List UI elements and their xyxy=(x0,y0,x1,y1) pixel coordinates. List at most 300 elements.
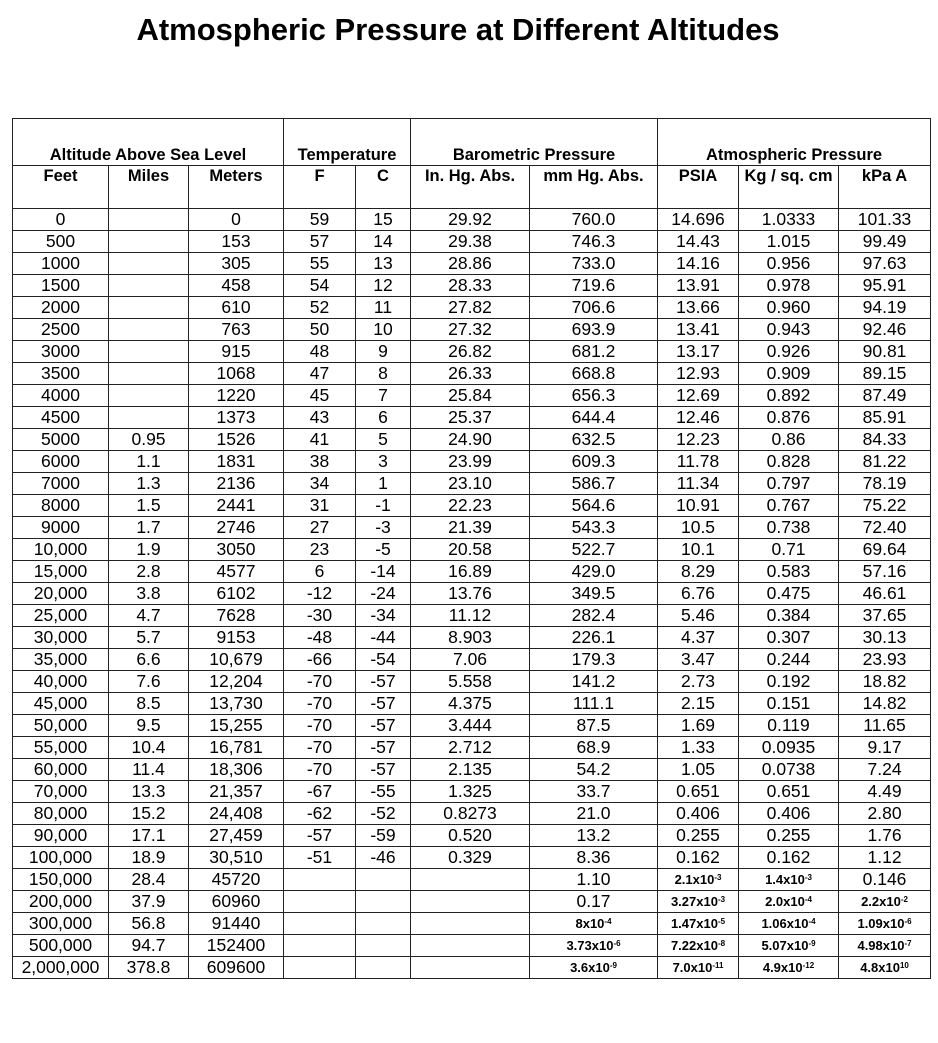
cell-celsius: 14 xyxy=(356,231,411,253)
cell-fahrenheit: 57 xyxy=(284,231,356,253)
cell-mm-hg: 668.8 xyxy=(530,363,658,385)
cell-psia xyxy=(658,957,739,979)
cell-in-hg: 25.37 xyxy=(411,407,530,429)
table-body xyxy=(13,209,931,979)
cell-mm-hg: 8.36 xyxy=(530,847,658,869)
table-row xyxy=(13,957,931,979)
cell-feet: 4000 xyxy=(13,385,109,407)
cell-meters: 45720 xyxy=(189,869,284,891)
cell-celsius: -59 xyxy=(356,825,411,847)
cell-mm-hg: 13.2 xyxy=(530,825,658,847)
cell-celsius: 9 xyxy=(356,341,411,363)
cell-psia: 3.47 xyxy=(658,649,739,671)
cell-mm-hg: 87.5 xyxy=(530,715,658,737)
cell-kpa: 84.33 xyxy=(839,429,931,451)
cell-mm-hg: 706.6 xyxy=(530,297,658,319)
cell-celsius: -57 xyxy=(356,737,411,759)
cell-meters: 13,730 xyxy=(189,693,284,715)
cell-fahrenheit: 55 xyxy=(284,253,356,275)
cell-mm-hg: 282.4 xyxy=(530,605,658,627)
cell-celsius: -24 xyxy=(356,583,411,605)
cell-meters: 152400 xyxy=(189,935,284,957)
group-barometric: Barometric Pressure xyxy=(411,119,658,166)
cell-psia: 8.29 xyxy=(658,561,739,583)
cell-in-hg: 24.90 xyxy=(411,429,530,451)
cell-kpa xyxy=(839,891,931,913)
cell-feet: 80,000 xyxy=(13,803,109,825)
cell-mm-hg: 1.10 xyxy=(530,869,658,891)
cell-fahrenheit: -57 xyxy=(284,825,356,847)
cell-feet: 35,000 xyxy=(13,649,109,671)
cell-in-hg: 29.92 xyxy=(411,209,530,231)
cell-miles: 37.9 xyxy=(109,891,189,913)
cell-base: 3.27x10 xyxy=(670,894,718,909)
cell-psia: 12.46 xyxy=(658,407,739,429)
cell-kpa: 11.65 xyxy=(839,715,931,737)
cell-in-hg: 26.33 xyxy=(411,363,530,385)
col-kpa: kPa A xyxy=(839,166,931,209)
cell-in-hg: 23.99 xyxy=(411,451,530,473)
cell-feet: 45,000 xyxy=(13,693,109,715)
cell-kpa: 90.81 xyxy=(839,341,931,363)
cell-psia: 14.696 xyxy=(658,209,739,231)
cell-kg-sq-cm: 0.583 xyxy=(739,561,839,583)
cell-exponent: -3 xyxy=(714,873,722,882)
cell-feet: 500 xyxy=(13,231,109,253)
cell-miles: 1.5 xyxy=(109,495,189,517)
cell-psia: 0.651 xyxy=(658,781,739,803)
cell-mm-hg: 656.3 xyxy=(530,385,658,407)
cell-kpa: 87.49 xyxy=(839,385,931,407)
cell-miles: 7.6 xyxy=(109,671,189,693)
cell-celsius: -54 xyxy=(356,649,411,671)
cell-mm-hg: 746.3 xyxy=(530,231,658,253)
table-row xyxy=(13,583,931,605)
cell-meters: 1373 xyxy=(189,407,284,429)
cell-psia: 0.255 xyxy=(658,825,739,847)
cell-psia: 14.43 xyxy=(658,231,739,253)
cell-miles xyxy=(109,341,189,363)
cell-feet: 55,000 xyxy=(13,737,109,759)
cell-kpa: 72.40 xyxy=(839,517,931,539)
cell-fahrenheit: -66 xyxy=(284,649,356,671)
cell-kg-sq-cm: 0.162 xyxy=(739,847,839,869)
cell-in-hg: 22.23 xyxy=(411,495,530,517)
table-row xyxy=(13,231,931,253)
cell-exponent: -12 xyxy=(802,961,815,970)
cell-mm-hg: 429.0 xyxy=(530,561,658,583)
cell-kpa: 69.64 xyxy=(839,539,931,561)
cell-feet: 15,000 xyxy=(13,561,109,583)
table-row xyxy=(13,869,931,891)
cell-fahrenheit: 50 xyxy=(284,319,356,341)
cell-kpa: 14.82 xyxy=(839,693,931,715)
cell-celsius: 15 xyxy=(356,209,411,231)
table-row xyxy=(13,561,931,583)
col-meters: Meters xyxy=(189,166,284,209)
cell-meters: 21,357 xyxy=(189,781,284,803)
cell-base: 4.9x10 xyxy=(762,960,803,975)
cell-miles: 13.3 xyxy=(109,781,189,803)
cell-kg-sq-cm: 0.475 xyxy=(739,583,839,605)
cell-mm-hg: 586.7 xyxy=(530,473,658,495)
pressure-table xyxy=(12,118,931,979)
cell-psia: 11.78 xyxy=(658,451,739,473)
cell-fahrenheit: -70 xyxy=(284,693,356,715)
cell-miles xyxy=(109,209,189,231)
cell-fahrenheit: -30 xyxy=(284,605,356,627)
cell-kpa: 1.12 xyxy=(839,847,931,869)
cell-in-hg: 28.33 xyxy=(411,275,530,297)
cell-fahrenheit: -70 xyxy=(284,671,356,693)
cell-mm-hg: 543.3 xyxy=(530,517,658,539)
cell-fahrenheit: 52 xyxy=(284,297,356,319)
col-mm-hg: mm Hg. Abs. xyxy=(530,166,658,209)
cell-mm-hg: 609.3 xyxy=(530,451,658,473)
cell-miles: 0.95 xyxy=(109,429,189,451)
cell-in-hg: 13.76 xyxy=(411,583,530,605)
cell-feet: 4500 xyxy=(13,407,109,429)
cell-kpa: 37.65 xyxy=(839,605,931,627)
cell-celsius: -55 xyxy=(356,781,411,803)
cell-exponent: -8 xyxy=(717,939,726,948)
table-row xyxy=(13,407,931,429)
cell-in-hg xyxy=(411,957,530,979)
cell-in-hg: 2.712 xyxy=(411,737,530,759)
cell-psia: 13.66 xyxy=(658,297,739,319)
cell-psia: 14.16 xyxy=(658,253,739,275)
cell-psia: 1.05 xyxy=(658,759,739,781)
table-row xyxy=(13,605,931,627)
cell-miles: 9.5 xyxy=(109,715,189,737)
table-row xyxy=(13,825,931,847)
cell-mm-hg: 644.4 xyxy=(530,407,658,429)
cell-kg-sq-cm: 0.255 xyxy=(739,825,839,847)
cell-base: 7.22x10 xyxy=(670,938,718,953)
table-row xyxy=(13,781,931,803)
cell-in-hg: 29.38 xyxy=(411,231,530,253)
cell-kg-sq-cm xyxy=(739,935,839,957)
cell-miles: 3.8 xyxy=(109,583,189,605)
col-feet: Feet xyxy=(13,166,109,209)
cell-feet: 30,000 xyxy=(13,627,109,649)
cell-kpa: 97.63 xyxy=(839,253,931,275)
cell-mm-hg xyxy=(530,913,658,935)
cell-meters: 458 xyxy=(189,275,284,297)
cell-kpa: 0.146 xyxy=(839,869,931,891)
cell-base: 2.0x10 xyxy=(765,894,805,909)
cell-feet: 300,000 xyxy=(13,913,109,935)
cell-meters: 15,255 xyxy=(189,715,284,737)
cell-mm-hg: 719.6 xyxy=(530,275,658,297)
cell-psia xyxy=(658,913,739,935)
table-row xyxy=(13,517,931,539)
cell-feet: 90,000 xyxy=(13,825,109,847)
table-row xyxy=(13,913,931,935)
cell-mm-hg: 564.6 xyxy=(530,495,658,517)
cell-feet: 70,000 xyxy=(13,781,109,803)
cell-psia: 4.37 xyxy=(658,627,739,649)
cell-exponent: -7 xyxy=(904,939,912,948)
cell-psia: 2.73 xyxy=(658,671,739,693)
table-row xyxy=(13,209,931,231)
cell-kpa xyxy=(839,935,931,957)
cell-fahrenheit: -70 xyxy=(284,715,356,737)
cell-in-hg xyxy=(411,891,530,913)
cell-fahrenheit xyxy=(284,891,356,913)
cell-base: 4.98x10 xyxy=(857,938,905,953)
cell-exponent: -3 xyxy=(717,895,726,904)
cell-mm-hg: 21.0 xyxy=(530,803,658,825)
cell-kg-sq-cm: 0.151 xyxy=(739,693,839,715)
cell-mm-hg: 141.2 xyxy=(530,671,658,693)
cell-feet: 7000 xyxy=(13,473,109,495)
cell-mm-hg: 522.7 xyxy=(530,539,658,561)
table-row xyxy=(13,803,931,825)
cell-fahrenheit: -70 xyxy=(284,759,356,781)
cell-miles: 4.7 xyxy=(109,605,189,627)
table-row xyxy=(13,891,931,913)
cell-psia: 2.15 xyxy=(658,693,739,715)
cell-kg-sq-cm: 0.797 xyxy=(739,473,839,495)
cell-celsius xyxy=(356,869,411,891)
table-row xyxy=(13,451,931,473)
cell-celsius: -57 xyxy=(356,715,411,737)
cell-fahrenheit: 27 xyxy=(284,517,356,539)
cell-kg-sq-cm xyxy=(739,869,839,891)
cell-in-hg: 3.444 xyxy=(411,715,530,737)
table-row xyxy=(13,319,931,341)
cell-miles: 1.7 xyxy=(109,517,189,539)
cell-fahrenheit: -67 xyxy=(284,781,356,803)
cell-kg-sq-cm: 0.0935 xyxy=(739,737,839,759)
table-row xyxy=(13,759,931,781)
cell-kg-sq-cm: 0.406 xyxy=(739,803,839,825)
cell-psia xyxy=(658,935,739,957)
cell-in-hg: 16.89 xyxy=(411,561,530,583)
cell-base: 7.0x10 xyxy=(672,960,713,975)
cell-feet: 1500 xyxy=(13,275,109,297)
table-row xyxy=(13,363,931,385)
cell-in-hg: 7.06 xyxy=(411,649,530,671)
cell-kg-sq-cm: 0.926 xyxy=(739,341,839,363)
cell-exponent: -2 xyxy=(900,895,908,904)
col-in-hg: In. Hg. Abs. xyxy=(411,166,530,209)
cell-miles xyxy=(109,385,189,407)
cell-kg-sq-cm: 0.244 xyxy=(739,649,839,671)
table-row xyxy=(13,385,931,407)
cell-kg-sq-cm: 0.909 xyxy=(739,363,839,385)
cell-kg-sq-cm: 0.119 xyxy=(739,715,839,737)
cell-kpa: 2.80 xyxy=(839,803,931,825)
cell-meters: 3050 xyxy=(189,539,284,561)
cell-miles: 17.1 xyxy=(109,825,189,847)
table-row xyxy=(13,341,931,363)
cell-kg-sq-cm: 0.192 xyxy=(739,671,839,693)
cell-mm-hg: 54.2 xyxy=(530,759,658,781)
cell-miles: 18.9 xyxy=(109,847,189,869)
cell-kpa: 85.91 xyxy=(839,407,931,429)
cell-mm-hg xyxy=(530,935,658,957)
cell-kg-sq-cm xyxy=(739,891,839,913)
cell-celsius: 6 xyxy=(356,407,411,429)
cell-celsius: -46 xyxy=(356,847,411,869)
cell-kg-sq-cm xyxy=(739,913,839,935)
cell-fahrenheit: 48 xyxy=(284,341,356,363)
cell-base: 1.09x10 xyxy=(857,916,905,931)
cell-kpa: 94.19 xyxy=(839,297,931,319)
cell-celsius: 11 xyxy=(356,297,411,319)
cell-in-hg xyxy=(411,913,530,935)
cell-miles xyxy=(109,407,189,429)
cell-celsius: -57 xyxy=(356,693,411,715)
cell-meters: 24,408 xyxy=(189,803,284,825)
cell-feet: 200,000 xyxy=(13,891,109,913)
cell-miles xyxy=(109,297,189,319)
cell-kg-sq-cm: 0.651 xyxy=(739,781,839,803)
cell-meters: 1068 xyxy=(189,363,284,385)
cell-celsius xyxy=(356,913,411,935)
cell-meters: 1526 xyxy=(189,429,284,451)
cell-exponent: -5 xyxy=(717,917,726,926)
cell-meters: 30,510 xyxy=(189,847,284,869)
cell-in-hg: 26.82 xyxy=(411,341,530,363)
cell-psia: 10.1 xyxy=(658,539,739,561)
cell-fahrenheit xyxy=(284,935,356,957)
cell-psia xyxy=(658,891,739,913)
cell-meters: 7628 xyxy=(189,605,284,627)
cell-kg-sq-cm: 1.015 xyxy=(739,231,839,253)
cell-meters: 9153 xyxy=(189,627,284,649)
cell-celsius: 7 xyxy=(356,385,411,407)
cell-psia xyxy=(658,869,739,891)
cell-feet: 1000 xyxy=(13,253,109,275)
cell-meters: 915 xyxy=(189,341,284,363)
cell-miles: 94.7 xyxy=(109,935,189,957)
cell-fahrenheit: 34 xyxy=(284,473,356,495)
cell-meters: 12,204 xyxy=(189,671,284,693)
cell-psia: 5.46 xyxy=(658,605,739,627)
cell-celsius: -14 xyxy=(356,561,411,583)
cell-psia: 12.69 xyxy=(658,385,739,407)
cell-feet: 10,000 xyxy=(13,539,109,561)
cell-kpa: 78.19 xyxy=(839,473,931,495)
cell-meters: 18,306 xyxy=(189,759,284,781)
cell-kg-sq-cm: 0.960 xyxy=(739,297,839,319)
cell-miles: 11.4 xyxy=(109,759,189,781)
cell-base: 2.2x10 xyxy=(861,894,901,909)
cell-kpa: 4.49 xyxy=(839,781,931,803)
cell-miles xyxy=(109,319,189,341)
cell-exponent: -9 xyxy=(609,961,617,970)
cell-meters: 27,459 xyxy=(189,825,284,847)
table-row xyxy=(13,253,931,275)
cell-feet: 0 xyxy=(13,209,109,231)
table-row xyxy=(13,693,931,715)
table-row xyxy=(13,847,931,869)
cell-exponent: -9 xyxy=(808,939,816,948)
cell-kg-sq-cm: 0.767 xyxy=(739,495,839,517)
cell-base: 1.4x10 xyxy=(765,872,805,887)
cell-meters: 609600 xyxy=(189,957,284,979)
cell-exponent: -3 xyxy=(804,873,812,882)
cell-kpa: 95.91 xyxy=(839,275,931,297)
cell-feet: 5000 xyxy=(13,429,109,451)
table-row xyxy=(13,649,931,671)
col-fahrenheit: F xyxy=(284,166,356,209)
table-row xyxy=(13,473,931,495)
cell-psia: 12.23 xyxy=(658,429,739,451)
cell-in-hg: 2.135 xyxy=(411,759,530,781)
cell-mm-hg: 0.17 xyxy=(530,891,658,913)
cell-miles xyxy=(109,231,189,253)
cell-psia: 1.69 xyxy=(658,715,739,737)
cell-kpa: 23.93 xyxy=(839,649,931,671)
cell-kpa: 89.15 xyxy=(839,363,931,385)
cell-celsius: 13 xyxy=(356,253,411,275)
cell-fahrenheit: 38 xyxy=(284,451,356,473)
cell-psia: 11.34 xyxy=(658,473,739,495)
cell-celsius xyxy=(356,935,411,957)
cell-kpa xyxy=(839,913,931,935)
cell-in-hg: 28.86 xyxy=(411,253,530,275)
cell-base: 8x10 xyxy=(575,916,605,931)
cell-meters: 0 xyxy=(189,209,284,231)
cell-feet: 9000 xyxy=(13,517,109,539)
cell-psia: 0.406 xyxy=(658,803,739,825)
cell-fahrenheit: -62 xyxy=(284,803,356,825)
cell-celsius: 12 xyxy=(356,275,411,297)
cell-kg-sq-cm: 1.0333 xyxy=(739,209,839,231)
cell-mm-hg: 179.3 xyxy=(530,649,658,671)
cell-meters: 1220 xyxy=(189,385,284,407)
cell-kpa xyxy=(839,957,931,979)
cell-in-hg: 0.8273 xyxy=(411,803,530,825)
cell-celsius xyxy=(356,957,411,979)
cell-in-hg: 27.32 xyxy=(411,319,530,341)
col-miles: Miles xyxy=(109,166,189,209)
cell-mm-hg: 68.9 xyxy=(530,737,658,759)
cell-feet: 150,000 xyxy=(13,869,109,891)
cell-miles: 1.9 xyxy=(109,539,189,561)
cell-feet: 3000 xyxy=(13,341,109,363)
cell-miles: 1.1 xyxy=(109,451,189,473)
cell-mm-hg: 681.2 xyxy=(530,341,658,363)
cell-kpa: 30.13 xyxy=(839,627,931,649)
cell-miles: 6.6 xyxy=(109,649,189,671)
cell-kg-sq-cm: 0.892 xyxy=(739,385,839,407)
cell-kg-sq-cm: 0.978 xyxy=(739,275,839,297)
cell-base: 5.07x10 xyxy=(761,938,809,953)
cell-celsius: -57 xyxy=(356,671,411,693)
cell-celsius xyxy=(356,891,411,913)
cell-feet: 6000 xyxy=(13,451,109,473)
table-row xyxy=(13,715,931,737)
cell-fahrenheit: 6 xyxy=(284,561,356,583)
cell-miles: 5.7 xyxy=(109,627,189,649)
cell-celsius: 8 xyxy=(356,363,411,385)
cell-fahrenheit: -51 xyxy=(284,847,356,869)
cell-in-hg: 25.84 xyxy=(411,385,530,407)
cell-base: 4.8x10 xyxy=(860,960,900,975)
cell-mm-hg: 349.5 xyxy=(530,583,658,605)
cell-mm-hg: 733.0 xyxy=(530,253,658,275)
cell-in-hg: 0.520 xyxy=(411,825,530,847)
cell-base: 2.1x10 xyxy=(674,872,715,887)
cell-celsius: -5 xyxy=(356,539,411,561)
cell-exponent: -6 xyxy=(904,917,912,926)
table-row xyxy=(13,297,931,319)
